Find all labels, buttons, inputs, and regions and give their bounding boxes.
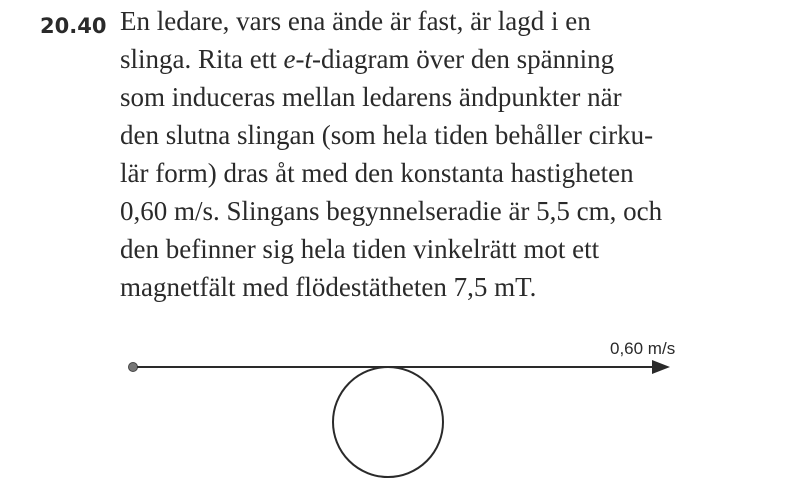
text-run: - [295,44,305,74]
text-run: 0,60 m/s. Slingans begynnelseradie är 5,5 cm, och [120,196,663,226]
text-run: -diagram över den spänning [311,44,615,74]
speed-label: 0,60 m/s [610,339,676,358]
text-run: den befinner sig hela tiden vinkelrätt mot ett [120,234,600,264]
variable-e: e [283,44,296,74]
variable-t: t [304,44,312,74]
text-run: magnetfält med flödestätheten 7,5 mT. [120,272,537,302]
text-run: En ledare, vars ena ände är fast, är lagd i en [120,6,591,36]
text-run: slinga. Rita ett [120,44,284,74]
conductor-loop [333,367,443,477]
text-run: lär form) dras åt med den konstanta hastigheten [120,158,634,188]
fixed-end-point [129,363,138,372]
problem-number: 20.40 [40,14,107,38]
text-run: den slutna slingan (som hela tiden behåller cirku- [120,120,654,150]
text-run: som induceras mellan ledarens ändpunkter när [120,82,622,112]
velocity-arrowhead [652,360,670,374]
